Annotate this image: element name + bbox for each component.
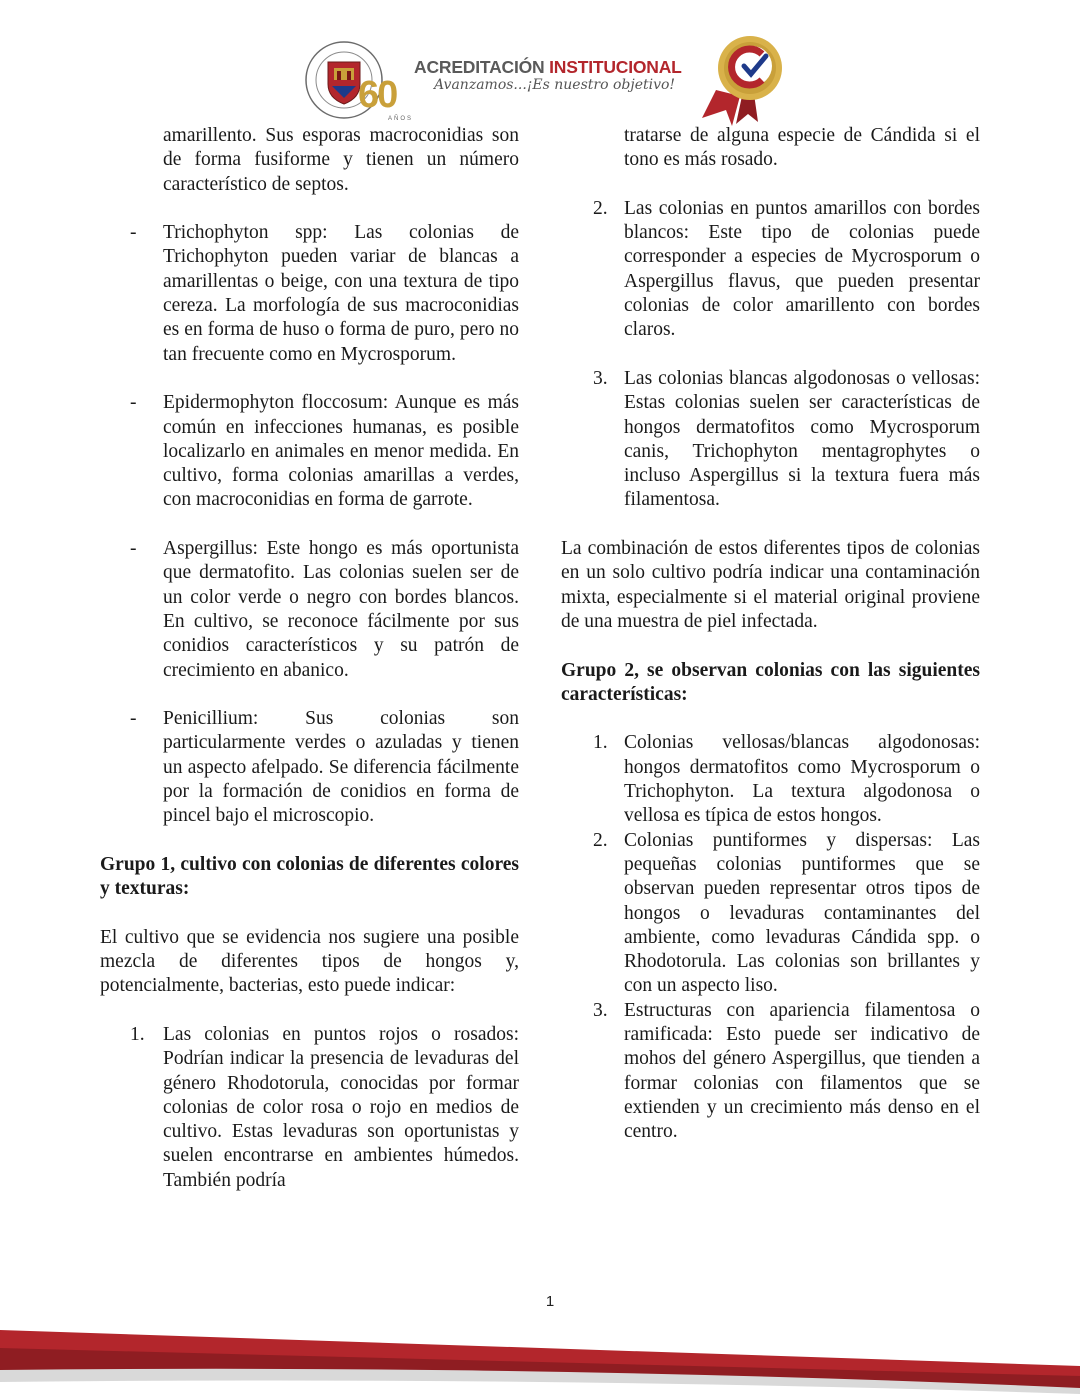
left-column	[100, 124, 519, 1193]
item-number: 2.	[593, 829, 608, 851]
anniversary-number: 60	[358, 74, 397, 116]
numbered-item-text: Colonias puntiformes y dispersas: Las pequeñas colonias puntiformes que se observan pueden representar otros tipos de hongos o levaduras contaminantes del ambiente, como levaduras Cándida spp. o Rhodotorula. Las colonias son brillantes y con un aspecto liso.	[624, 829, 980, 997]
section-heading-grupo-2: Grupo 2, se observan colonias con las siguientes características:	[561, 659, 980, 705]
accreditation-title-part1: ACREDITACIÓN	[414, 57, 545, 77]
list-item	[100, 537, 519, 683]
section-heading-grupo-1: Grupo 1, cultivo con colonias de diferentes colores y texturas:	[100, 853, 519, 900]
numbered-item-text: Colonias vellosas/blancas algodonosas: hongos dermatofitos como Mycrosporum o Trichophyton. La textura algodonosa o vellosa es típica de estos hongos.	[624, 732, 980, 827]
numbered-item-continuation	[561, 124, 980, 173]
list-item	[100, 221, 519, 367]
paragraph: amarillento. Sus esporas macroconidias son de forma fusiforme y tienen un número característico de septos.	[163, 125, 519, 195]
paragraph: El cultivo que se evidencia nos sugiere una posible mezcla de diferentes tipos de hongos y, potencialmente, bacterias, esto puede indicar:	[100, 926, 519, 997]
list-item	[100, 391, 519, 512]
bullet-marker: -	[130, 538, 137, 560]
paragraph: tratarse de alguna especie de Cándida si el tono es más rosado.	[624, 125, 980, 171]
right-column	[561, 124, 980, 1144]
numbered-item	[561, 829, 980, 999]
numbered-item-text: Las colonias blancas algodonosas o vellosas: Estas colonias suelen ser características de hongos dermatofitos como Mycrosporum canis, Trichophyton mentagrophytes o incluso Aspergillus si la textura fuera más filamentosa.	[624, 367, 980, 511]
bullet-marker: -	[130, 708, 137, 730]
page-number: 1	[545, 1293, 555, 1310]
bullet-marker: -	[130, 392, 137, 414]
numbered-item	[561, 197, 980, 343]
list-item-text: Aspergillus: Este hongo es más oportunista que dermatofito. Las colonias suelen ser de un color verde o negro con bordes blancos. En cultivo, se reconoce fácilmente por sus conidios característicos y su patrón de crecimiento en abanico.	[163, 538, 519, 681]
numbered-item-text: Estructuras con apariencia filamentosa o ramificada: Esto puede ser indicativo de mohos del género Aspergillus, que tienden a formar colonias con filamentos que se extienden y un crecimiento más denso en el centro.	[624, 999, 980, 1143]
list-item-text: Epidermophyton floccosum: Aunque es más común en infecciones humanas, es posible localizarlo en animales en menor medida. En cultivo, forma colonias amarillas a verdes, con macroconidias en forma de garrote.	[163, 392, 519, 511]
numbered-item	[100, 1023, 519, 1193]
page-header	[300, 30, 800, 130]
bullet-marker: -	[130, 222, 137, 244]
accreditation-title	[414, 57, 682, 78]
item-number: 3.	[593, 999, 608, 1021]
item-number: 1.	[593, 732, 608, 754]
numbered-item	[561, 731, 980, 828]
item-number: 1.	[130, 1023, 145, 1045]
list-item-text: Trichophyton spp: Las colonias de Trichophyton pueden variar de blancas a amarillentas o beige, con una textura de tipo cereza. La morfología de sus macroconidias es en forma de huso o forma de puro, pero no tan frecuente como en Mycrosporum.	[163, 222, 519, 365]
list-item-continuation	[100, 124, 519, 197]
numbered-item	[561, 999, 980, 1145]
item-number: 2.	[593, 197, 608, 219]
accreditation-title-part2: INSTITUCIONAL	[549, 57, 682, 77]
numbered-item-text: Las colonias en puntos rojos o rosados: Podrían indicar la presencia de levaduras del género Rhodotorula, conocidas por formar colonias de color rosa o rojo en medios de cultivo. Estas levaduras son oportunistas y suelen encontrarse en ambientes húmedos. También podría	[163, 1023, 519, 1191]
list-item-text: Penicillium: Sus colonias son particularmente verdes o azuladas y tienen un aspecto afelpado. Se diferencia fácilmente por la formación de conidios en forma de pincel bajo el microscopio.	[163, 708, 519, 827]
list-item	[100, 707, 519, 828]
footer-decoration	[0, 1318, 1080, 1397]
accreditation-slogan: Avanzamos...¡Es nuestro objetivo!	[434, 77, 676, 93]
numbered-item-text: Las colonias en puntos amarillos con bordes blancos: Este tipo de colonias puede corresponder a especies de Mycrosporum o Aspergillus flavus, que pueden presentar colonias de color amarillento con bordes claros.	[624, 197, 980, 341]
item-number: 3.	[593, 367, 608, 389]
numbered-item	[561, 367, 980, 513]
accreditation-badge-icon	[696, 30, 792, 126]
anniversary-anos: AÑOS	[388, 116, 414, 122]
paragraph: La combinación de estos diferentes tipos de colonias en un solo cultivo podría indicar una contaminación mixta, especialmente si el material original proviene de una muestra de piel infectada.	[561, 538, 980, 632]
